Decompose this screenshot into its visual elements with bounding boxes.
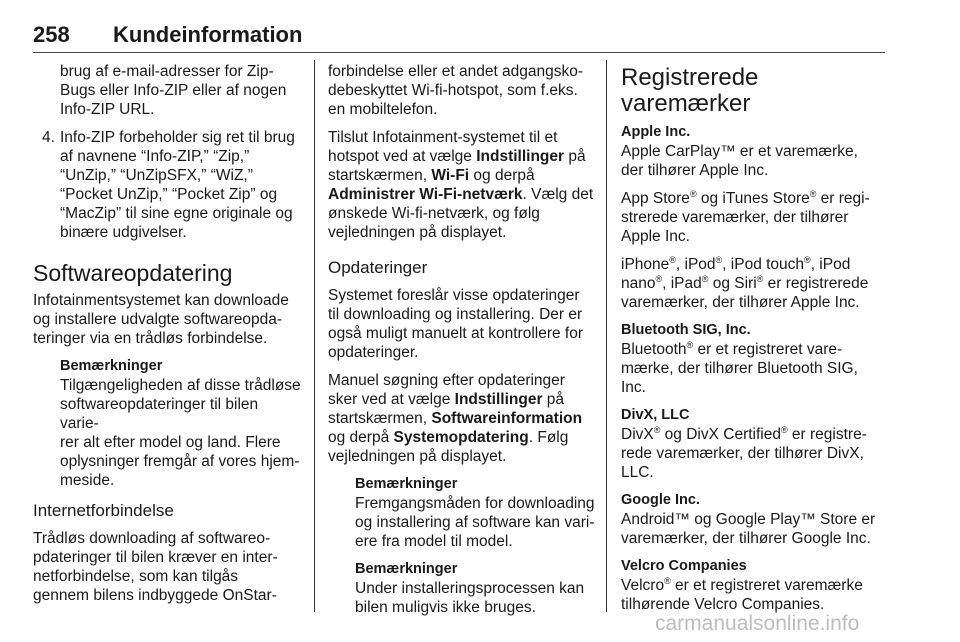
list-item-4: 4. Info-ZIP forbeholder sig ret til brug af navnene “Info-ZIP,” “Zip,” “UnZip,” “UnZipSFX,” “WiZ,” “Pocket UnZip,” “Pocket Zip” og “MacZip” til sine egne originale og binære udgivelser. [42, 129, 295, 241]
software-intro: Infotainmentsystemet kan downloade og installere udvalgte softwareopda- teringer via en trådløs forbindelse. [33, 292, 289, 347]
company-heading-divx: DivX, LLC [621, 407, 690, 423]
list-number: 4. [42, 129, 55, 146]
apple-paragraph-1: Apple CarPlay™ er et varemærke, der tilhører Apple Inc. [621, 143, 858, 179]
column-divider-2 [606, 60, 607, 612]
note-heading: Bemærkninger [355, 476, 458, 492]
wifi-paragraph-2: Tilslut Infotainment-systemet til et hotspot ved at vælge Indstillinger på startskærmen, Wi-Fi og derpå Administrer Wi-Fi-netværk. Vælg det ønskede Wi-fi-netværk, og følg vejledningen på displayet. [328, 129, 594, 241]
note-block-2: Bemærkninger Under installeringsprocessen kan bilen muligvis ikke bruges. [328, 560, 596, 617]
subheading-internet: Internetforbindelse [33, 501, 174, 520]
google-paragraph: Android™ og Google Play™ Store er varemærker, der tilhører Google Inc. [621, 511, 876, 547]
section-heading-trademarks: Registrerede varemærker [621, 64, 759, 117]
page-number: 258 [33, 22, 70, 47]
note-block-1: Bemærkninger Fremgangsmåden for downloading og installering af software kan vari- ere fra model til model. [355, 476, 595, 550]
watermark-text: carmanualsonline.info [655, 612, 860, 635]
apple-paragraph-2: App Store® og iTunes Store® er regi- strerede varemærker, der tilhører Apple Inc. [621, 189, 870, 245]
updates-paragraph-2: Manuel søgning efter opdateringer sker ved at vælge Indstillinger på startskærmen, Softwareinformation og derpå Systemopdatering. Følg vejledningen på displayet. [328, 372, 583, 465]
note-heading: Bemærkninger [60, 358, 163, 374]
column-1 [33, 62, 301, 614]
velcro-paragraph: Velcro® er et registreret varemærke tilhørende Velcro Companies. [621, 576, 863, 613]
bluetooth-paragraph: Bluetooth® er et registreret vare- mærke, der tilhører Bluetooth SIG, Inc. [621, 340, 858, 396]
section-heading-software: Softwareopdatering [33, 260, 233, 286]
column-3 [621, 62, 889, 623]
company-heading-apple: Apple Inc. [621, 124, 691, 140]
column-2 [328, 62, 596, 626]
wifi-paragraph-1: forbindelse eller et andet adgangsko- debeskyttet Wi-fi-hotspot, som f.eks. en mobiltelefon. [328, 63, 584, 118]
internet-paragraph: Trådløs downloading af softwareo- pdateringer til bilen kræver en inter- netforbindelse, som kan tilgås gennem bilens indbyggede OnStar- [33, 530, 278, 604]
header-rule [33, 52, 885, 53]
company-heading-google: Google Inc. [621, 492, 700, 508]
company-heading-bluetooth: Bluetooth SIG, Inc. [621, 322, 751, 338]
page-header [33, 22, 883, 52]
list-continuation: brug af e-mail-adresser for Zip- Bugs eller Info-ZIP eller af nogen Info-ZIP URL. [60, 63, 287, 118]
note-block: Bemærkninger Tilgængeligheden af disse trådløse softwareopdateringer til bilen varie- rer alt efter model og land. Flere oplysninger fremgår af vores hjem- meside. [60, 358, 301, 489]
updates-paragraph-1: Systemet foreslår visse opdateringer til downloading og installering. Der er også muligt manuelt at kontrollere for opdateringer. [328, 287, 584, 361]
company-heading-velcro: Velcro Companies [621, 558, 747, 574]
subheading-updates: Opdateringer [328, 258, 428, 277]
note-heading: Bemærkninger [355, 561, 458, 577]
column-divider-1 [314, 60, 315, 612]
apple-paragraph-3: iPhone®, iPod®, iPod touch®, iPod nano®, iPad® og Siri® er registrerede varemærker, der tilhører Apple Inc. [621, 255, 869, 311]
divx-paragraph: DivX® og DivX Certified® er registre- rede varemærker, der tilhører DivX, LLC. [621, 425, 867, 481]
page-title: Kundeinformation [113, 22, 303, 47]
